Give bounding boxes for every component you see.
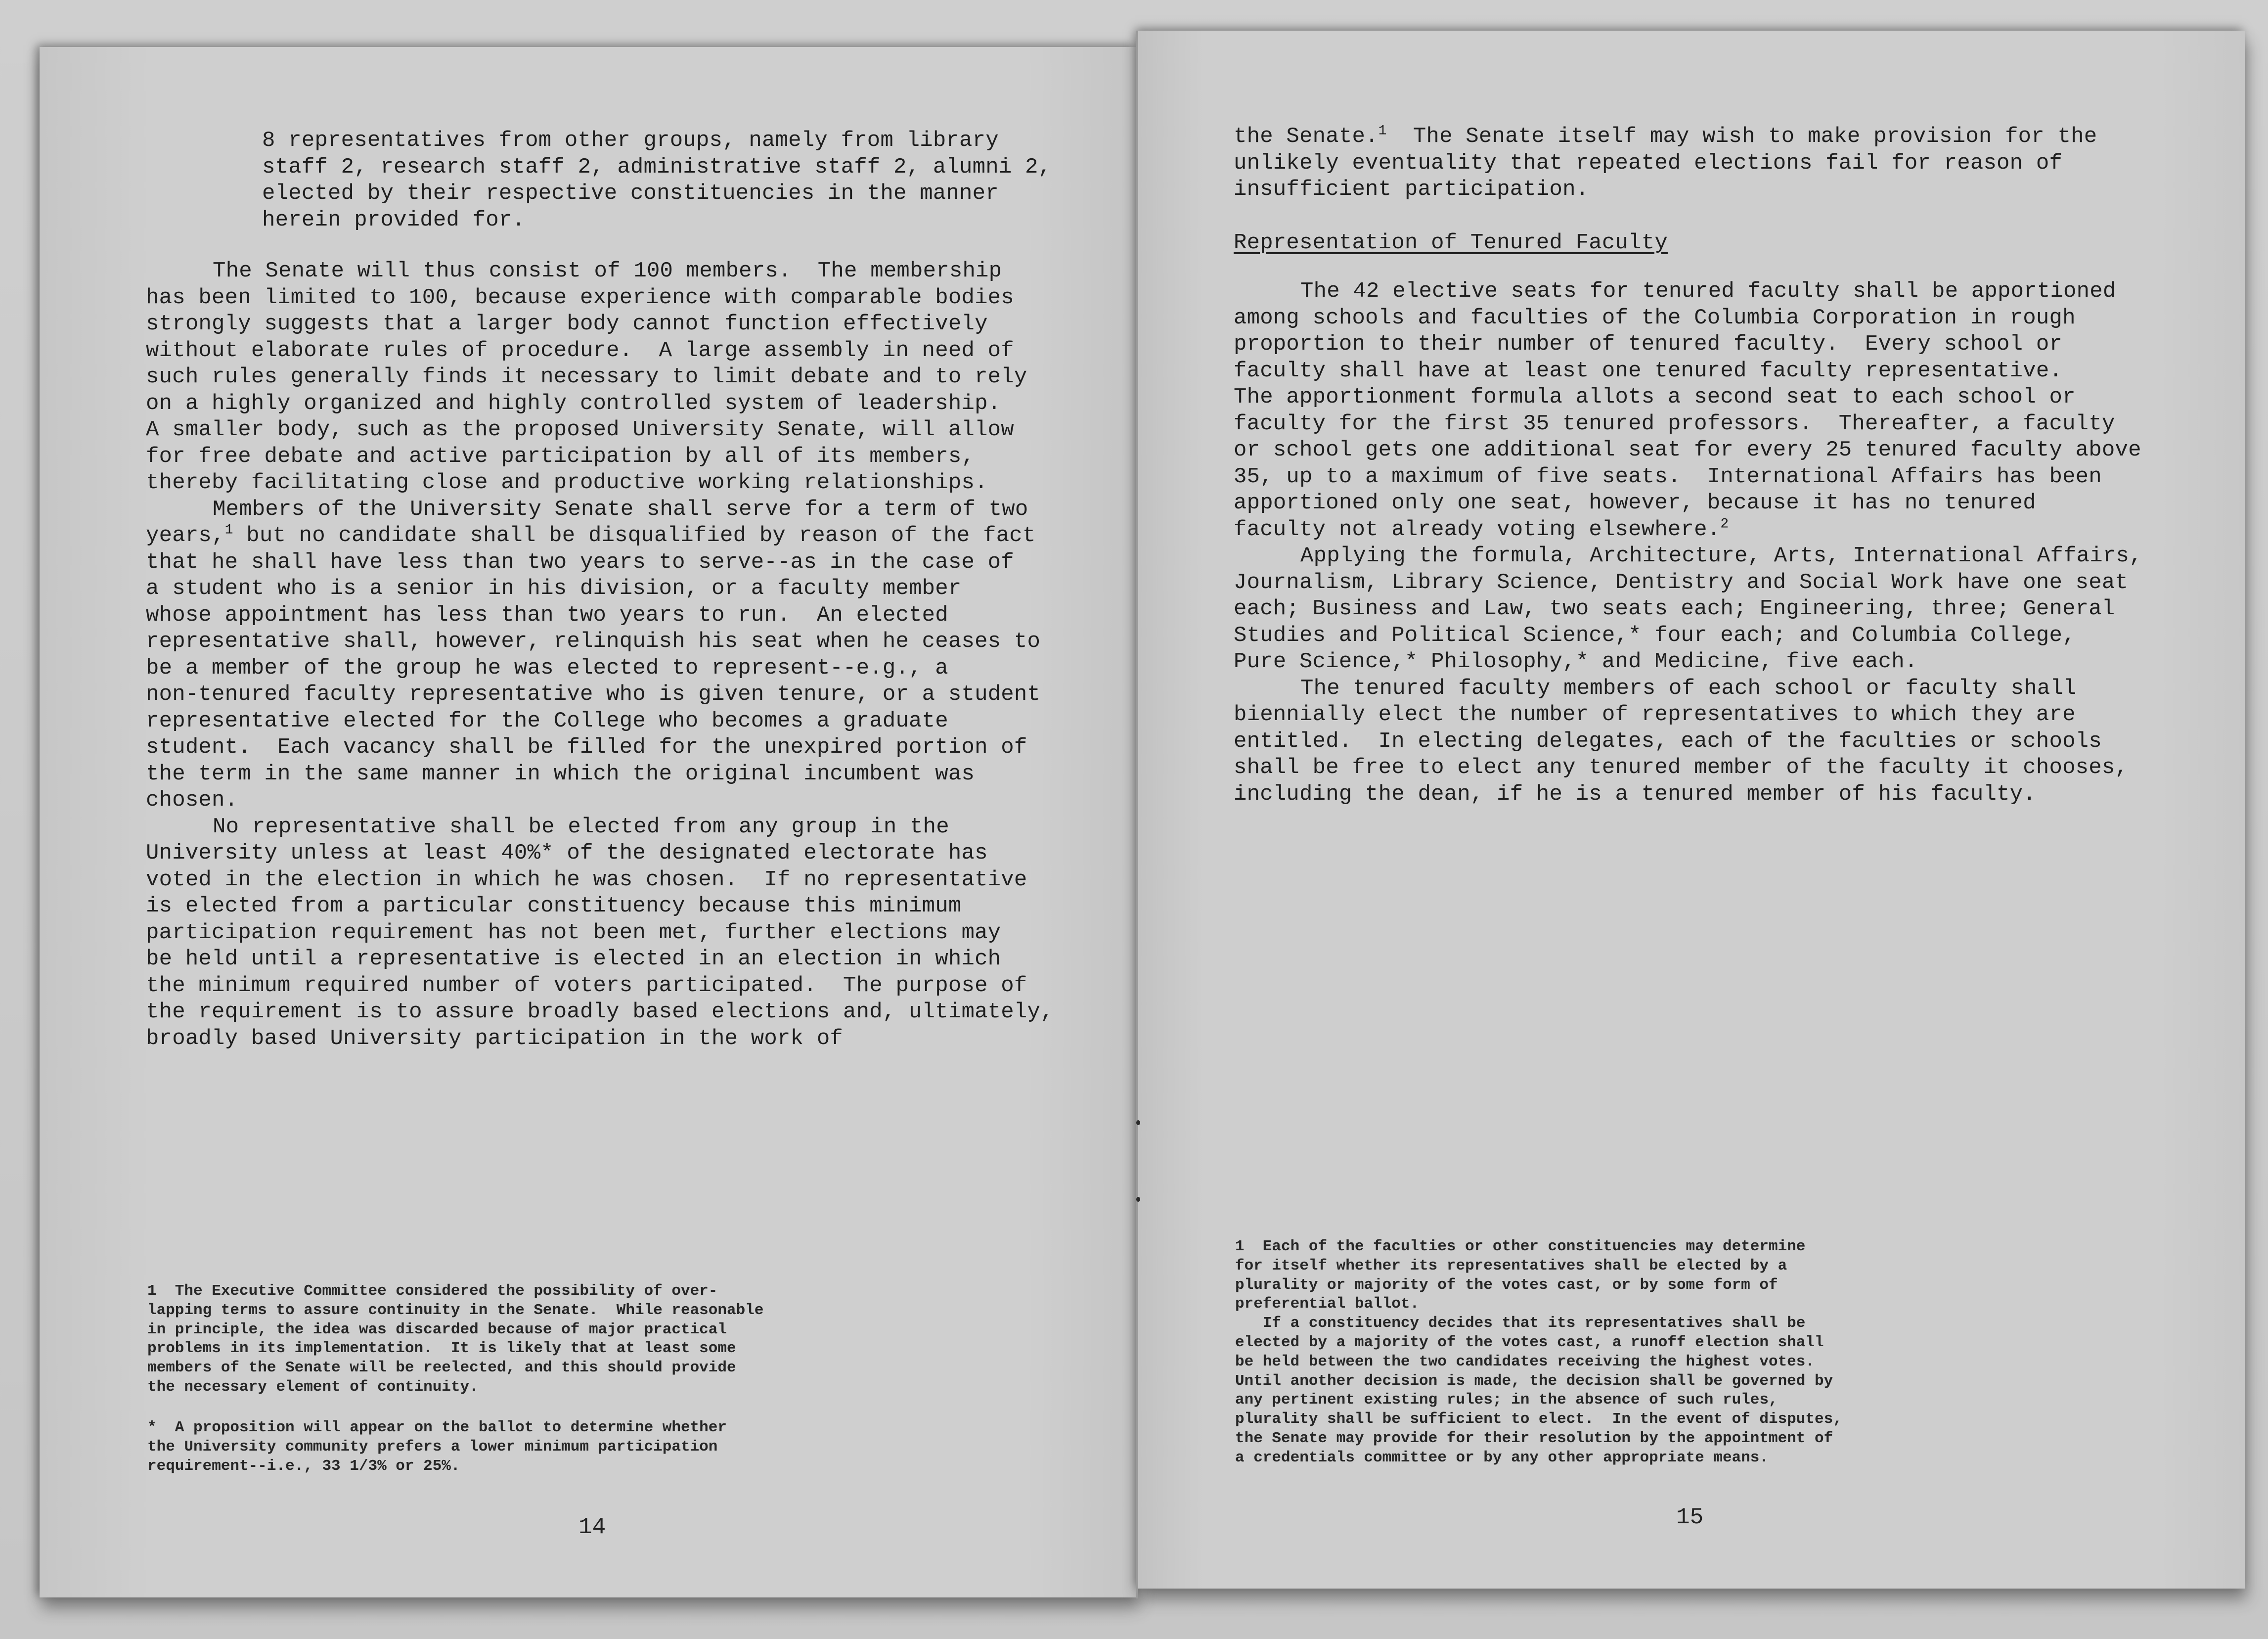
line-text: entitled. In electing delegates, each of the faculties or schools bbox=[1234, 728, 2102, 754]
text-line bbox=[146, 523, 1054, 549]
text-line bbox=[1234, 124, 2097, 150]
line-text: non-tenured faculty representative who is given tenure, or a student bbox=[146, 682, 1041, 707]
text-line: a credentials committee or by any other appropriate means. bbox=[1235, 1449, 1769, 1466]
text-line bbox=[146, 497, 1054, 523]
line-text: University unless at least 40%* of the designated electorate has bbox=[146, 841, 988, 865]
line-text: proportion to their number of tenured faculty. Every school or bbox=[1234, 332, 2063, 357]
left-intro-block bbox=[262, 128, 1051, 233]
left-body-text bbox=[146, 258, 1054, 1052]
text-line bbox=[146, 893, 1054, 920]
text-line: elected by a majority of the votes cast, a runoff election shall bbox=[1235, 1333, 1824, 1351]
text-line bbox=[1234, 702, 2142, 728]
text-line bbox=[1234, 358, 2142, 385]
text-line bbox=[146, 258, 1054, 285]
text-line bbox=[1234, 676, 2142, 702]
text-line bbox=[1234, 781, 2142, 808]
text-line bbox=[146, 708, 1054, 735]
text-line: plurality or majority of the votes cast, or by some form of bbox=[1235, 1276, 1778, 1294]
text-line bbox=[1234, 177, 2097, 203]
text-line: lapping terms to assure continuity in the Senate. While reasonable bbox=[147, 1301, 764, 1319]
line-text: Members of the University Senate shall serve for a term of two bbox=[213, 497, 1028, 522]
line-text: each; Business and Law, two seats each; Engineering, three; General bbox=[1234, 596, 2115, 621]
line-text: faculty not already voting elsewhere. bbox=[1234, 517, 1721, 542]
text-line bbox=[146, 655, 1054, 682]
line-text: strongly suggests that a larger body cannot function effectively bbox=[146, 312, 988, 336]
text-line bbox=[146, 867, 1054, 894]
text-line: 8 representatives from other groups, namely from library bbox=[262, 128, 999, 153]
line-text: voted in the election in which he was chosen. If no representative bbox=[146, 867, 1027, 892]
line-text: The Senate will thus consist of 100 members. The membership bbox=[213, 259, 1002, 283]
text-line: be held between the two candidates receiving the highest votes. bbox=[1235, 1353, 1815, 1370]
text-line: If a constituency decides that its representatives shall be bbox=[1235, 1315, 1806, 1332]
text-line bbox=[1234, 570, 2142, 596]
text-line: any pertinent existing rules; in the absence of such rules, bbox=[1235, 1391, 1778, 1409]
text-line: elected by their respective constituencies in the manner bbox=[262, 181, 999, 206]
left-footnote-asterisk bbox=[147, 1418, 727, 1476]
text-line bbox=[1234, 517, 2142, 544]
text-line bbox=[146, 391, 1054, 417]
line-text: whose appointment has less than two years to run. An elected bbox=[146, 602, 948, 628]
text-line bbox=[1234, 305, 2142, 332]
text-line bbox=[146, 629, 1054, 655]
footnote-ref: 1 bbox=[224, 522, 233, 538]
line-text: be a member of the group he was elected to represent--e.g., a bbox=[146, 655, 948, 681]
text-line bbox=[1234, 331, 2142, 358]
line-text: for free debate and active participation by all of its members, bbox=[146, 444, 975, 469]
text-line bbox=[146, 840, 1054, 867]
line-text: No representative shall be elected from any group in the bbox=[213, 814, 949, 839]
line-text: a student who is a senior in his division, or a faculty member bbox=[146, 576, 962, 601]
footnote-ref: 1 bbox=[1378, 123, 1387, 139]
line-text: representative shall, however, relinquish his seat when he ceases to bbox=[146, 629, 1041, 654]
text-line bbox=[1234, 464, 2142, 491]
line-text: the Senate. bbox=[1234, 124, 1379, 149]
line-text: has been limited to 100, because experience with comparable bodies bbox=[146, 285, 1014, 310]
page-number-right: 15 bbox=[1676, 1504, 1704, 1530]
line-text: insufficient participation. bbox=[1234, 177, 1589, 202]
line-text: broadly based University participation in the work of bbox=[146, 1026, 844, 1051]
text-line bbox=[1234, 384, 2142, 411]
line-text: be held until a representative is elected in an election in which bbox=[146, 947, 1001, 971]
text-line: members of the Senate will be reelected, and this should provide bbox=[147, 1359, 736, 1377]
text-line bbox=[1234, 728, 2142, 755]
text-line bbox=[1234, 150, 2097, 177]
text-line bbox=[146, 311, 1054, 338]
text-line: the Senate may provide for their resolution by the appointment of bbox=[1235, 1429, 1833, 1447]
text-line: in principle, the idea was discarded because of major practical bbox=[147, 1320, 727, 1338]
line-text: without elaborate rules of procedure. A large assembly in need of bbox=[146, 338, 1014, 363]
line-text: thereby facilitating close and productive working relationships. bbox=[146, 470, 988, 495]
line-text: the term in the same manner in which the original incumbent was bbox=[146, 761, 975, 786]
text-line bbox=[146, 576, 1054, 602]
text-line bbox=[1234, 623, 2142, 649]
line-text: shall be free to elect any tenured member of the faculty it chooses, bbox=[1234, 755, 2129, 780]
right-footnote-1 bbox=[1235, 1237, 1842, 1468]
line-text: representative elected for the College who becomes a graduate bbox=[146, 708, 948, 733]
section-heading: Representation of Tenured Faculty bbox=[1234, 230, 1668, 255]
line-text: including the dean, if he is a tenured member of his faculty. bbox=[1234, 781, 2036, 807]
line-text: chosen. bbox=[146, 788, 238, 813]
text-line bbox=[146, 285, 1054, 312]
text-line bbox=[1234, 278, 2142, 305]
text-line: plurality shall be sufficient to elect. In the event of disputes, bbox=[1235, 1411, 1842, 1428]
text-line: preferential ballot. bbox=[1235, 1295, 1420, 1313]
line-text: student. Each vacancy shall be filled for the unexpired portion of bbox=[146, 735, 1027, 760]
spine-staple-mark bbox=[1136, 1120, 1140, 1125]
text-line: requirement--i.e., 33 1/3% or 25%. bbox=[147, 1457, 460, 1475]
text-line bbox=[146, 470, 1054, 497]
text-line bbox=[146, 734, 1054, 761]
line-text: that he shall have less than two years to serve--as in the case of bbox=[146, 549, 1014, 575]
line-text: on a highly organized and highly controlled system of leadership. bbox=[146, 391, 1001, 416]
text-line bbox=[146, 338, 1054, 364]
text-line bbox=[1234, 755, 2142, 781]
text-line: problems in its implementation. It is likely that at least some bbox=[147, 1340, 736, 1358]
text-line bbox=[146, 999, 1054, 1026]
book-spine bbox=[1136, 31, 1138, 1598]
right-body-text bbox=[1234, 278, 2142, 808]
text-line: Until another decision is made, the decision shall be governed by bbox=[1235, 1372, 1833, 1390]
line-text: the requirement is to assure broadly based elections and, ultimately, bbox=[146, 1000, 1054, 1024]
text-line bbox=[146, 1026, 1054, 1052]
line-text: Applying the formula, Architecture, Arts, International Affairs, bbox=[1300, 544, 2142, 568]
line-text: or school gets one additional seat for every 25 tenured faculty above bbox=[1234, 438, 2141, 462]
text-line bbox=[146, 761, 1054, 788]
text-line bbox=[146, 602, 1054, 629]
line-text: unlikely eventuality that repeated elections fail for reason of bbox=[1234, 150, 2063, 176]
line-text: faculty shall have at least one tenured faculty representative. bbox=[1234, 358, 2063, 383]
footnote-ref: 2 bbox=[1720, 516, 1729, 532]
line-text: the minimum required number of voters participated. The purpose of bbox=[146, 973, 1027, 998]
text-line bbox=[1234, 411, 2142, 438]
line-text: is elected from a particular constituency because this minimum bbox=[146, 894, 962, 918]
line-text: years, bbox=[146, 523, 225, 548]
text-line: the necessary element of continuity. bbox=[147, 1378, 479, 1396]
page-number-left: 14 bbox=[578, 1514, 606, 1540]
line-text: Studies and Political Science,* four each; and Columbia College, bbox=[1234, 623, 2076, 648]
line-text: Journalism, Library Science, Dentistry and Social Work have one seat bbox=[1234, 570, 2129, 595]
text-line bbox=[146, 549, 1054, 576]
text-line: for itself whether its representatives shall be elected by a bbox=[1235, 1257, 1787, 1275]
line-text: participation requirement has not been met, further elections may bbox=[146, 920, 1001, 945]
right-opening-text bbox=[1234, 124, 2097, 203]
text-line: 1 The Executive Committee considered the possibility of over- bbox=[147, 1282, 718, 1300]
text-line: the University community prefers a lower minimum participation bbox=[147, 1438, 718, 1456]
line-text: The tenured faculty members of each school or faculty shall bbox=[1300, 676, 2077, 701]
line-text: The apportionment formula allots a second seat to each school or bbox=[1234, 385, 2076, 410]
text-line bbox=[146, 920, 1054, 947]
text-line bbox=[1234, 649, 2142, 676]
text-line bbox=[146, 814, 1054, 841]
line-text: 35, up to a maximum of five seats. International Affairs has been bbox=[1234, 464, 2102, 489]
line-text: such rules generally finds it necessary to limit debate and to rely bbox=[146, 364, 1027, 389]
spine-staple-mark bbox=[1136, 1197, 1140, 1202]
line-text: A smaller body, such as the proposed University Senate, will allow bbox=[146, 417, 1014, 442]
line-text: Pure Science,* Philosophy,* and Medicine, five each. bbox=[1234, 649, 1918, 674]
line-text: apportioned only one seat, however, because it has no tenured bbox=[1234, 491, 2036, 515]
text-line bbox=[146, 444, 1054, 470]
text-line bbox=[1234, 596, 2142, 623]
text-line bbox=[1234, 543, 2142, 570]
text-line bbox=[146, 682, 1054, 708]
text-line: * A proposition will appear on the ballot to determine whether bbox=[147, 1419, 727, 1436]
text-line bbox=[1234, 437, 2142, 464]
line-text: The 42 elective seats for tenured faculty shall be apportioned bbox=[1300, 279, 2116, 304]
line-text-rest: but no candidate shall be disqualified by reason of the fact bbox=[233, 523, 1036, 548]
text-line bbox=[1234, 490, 2142, 517]
text-line bbox=[146, 364, 1054, 391]
line-text: biennially elect the number of representatives to which they are bbox=[1234, 702, 2076, 727]
left-footnote-1 bbox=[147, 1282, 763, 1397]
line-text: among schools and faculties of the Columbia Corporation in rough bbox=[1234, 305, 2076, 330]
text-line: herein provided for. bbox=[262, 207, 526, 232]
text-line bbox=[146, 787, 1054, 814]
text-line bbox=[146, 417, 1054, 444]
line-text-rest: The Senate itself may wish to make provision for the bbox=[1386, 124, 2097, 149]
text-line: staff 2, research staff 2, administrative staff 2, alumni 2, bbox=[262, 154, 1052, 180]
text-line: 1 Each of the faculties or other constituencies may determine bbox=[1235, 1238, 1806, 1255]
text-line bbox=[146, 973, 1054, 1000]
text-line bbox=[146, 946, 1054, 973]
line-text: faculty for the first 35 tenured professors. Thereafter, a faculty bbox=[1234, 411, 2115, 436]
